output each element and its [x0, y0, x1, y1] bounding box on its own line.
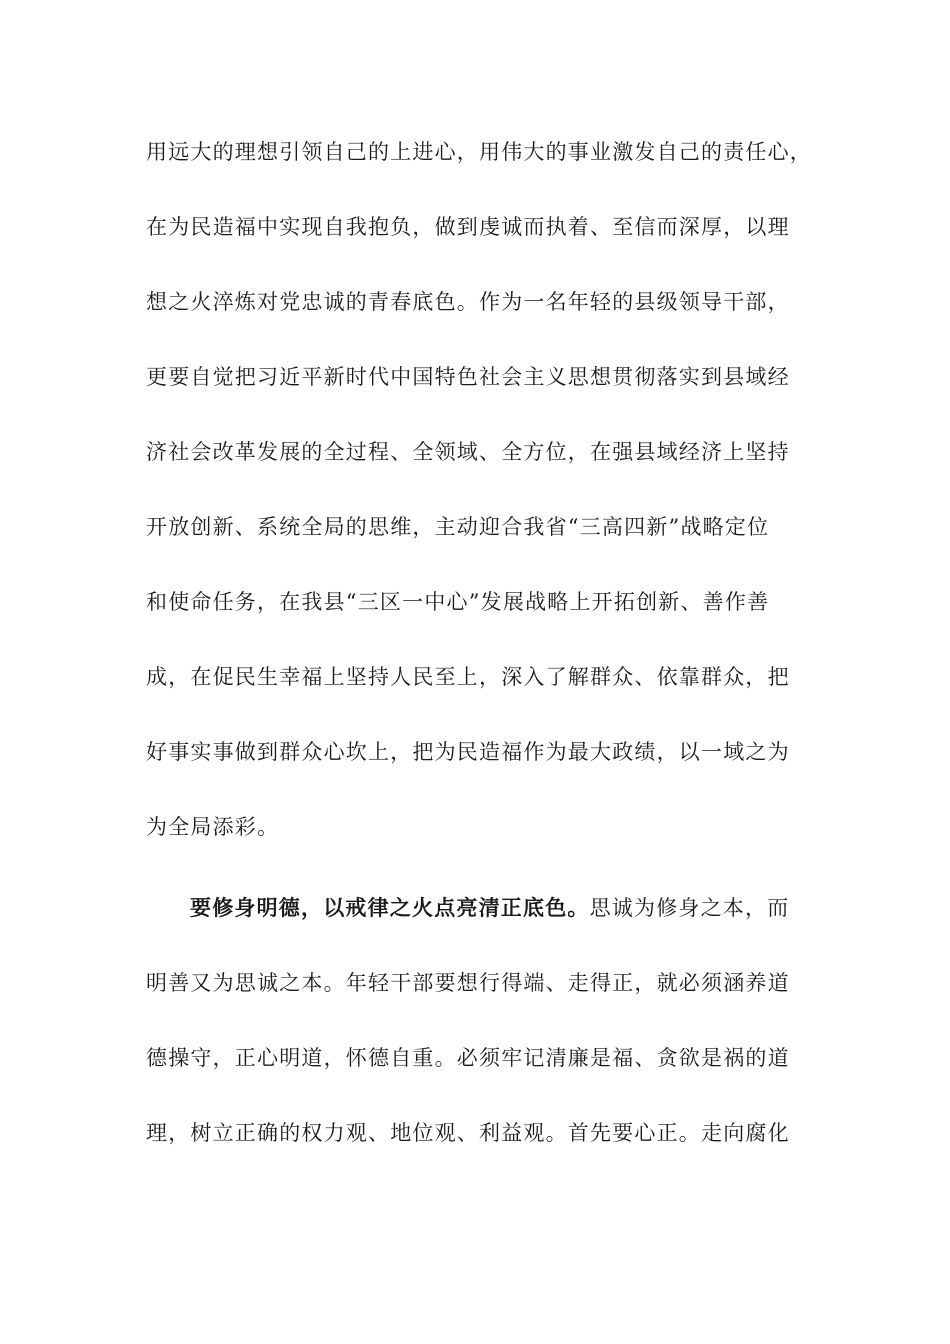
paragraph2-line-3: 德操守，正心明道，怀德自重。必须牢记清廉是福、贪欲是祸的道 [146, 1046, 790, 1070]
paragraph1-line-8: 成，在促民生幸福上坚持人民至上，深入了解群众、依靠群众，把 [146, 665, 790, 689]
paragraph1-line-4: 更要自觉把习近平新时代中国特色社会主义思想贯彻落实到县域经 [146, 365, 790, 389]
paragraph1-line-9: 好事实事做到群众心坎上，把为民造福作为最大政绩，以一域之为 [146, 740, 790, 764]
paragraph1-line-6: 开放创新、系统全局的思维，主动迎合我省“三高四新”战略定位 [146, 515, 770, 539]
paragraph1-line-3: 想之火淬炼对党忠诚的青春底色。作为一名年轻的县级领导干部， [146, 290, 790, 314]
paragraph2-first-line-rest: 思诚为修身之本，而 [589, 896, 790, 920]
paragraph1-line-5: 济社会改革发展的全过程、全领域、全方位，在强县域经济上坚持 [146, 440, 790, 464]
paragraph1-line-10: 为全局添彩。 [146, 815, 280, 839]
paragraph1-line-2: 在为民造福中实现自我抱负，做到虔诚而执着、至信而深厚，以理 [146, 215, 790, 239]
paragraph1-line-7: 和使命任务，在我县“三区一中心”发展战略上开拓创新、善作善 [146, 590, 770, 614]
paragraph2-heading: 要修身明德，以戒律之火点亮清正底色。 [190, 895, 590, 920]
paragraph2-line-4: 理，树立正确的权力观、地位观、利益观。首先要心正。走向腐化 [146, 1121, 790, 1145]
paragraph2-line-1 [190, 893, 796, 923]
paragraph2-line-2: 明善又为思诚之本。年轻干部要想行得端、走得正，就必须涵养道 [146, 971, 790, 995]
paragraph1-line-1: 用远大的理想引领自己的上进心，用伟大的事业激发自己的责任心， [146, 140, 812, 164]
